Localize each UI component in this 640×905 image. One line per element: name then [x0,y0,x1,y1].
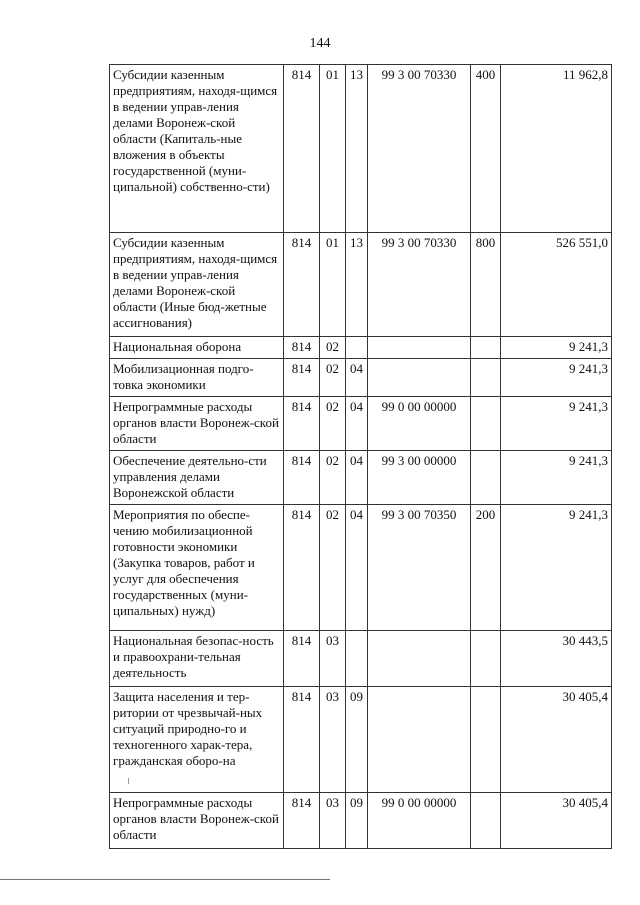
item-name-cell: Мероприятия по обеспе-чению мобилизационной готовности экономики (Закупка товаров, работ и услуг для обеспечения государственных (муни-ципальных) нужд) [110,505,284,631]
amount-cell: 9 241,3 [501,359,612,397]
target-article-cell: 99 3 00 00000 [368,451,471,505]
table-row [110,337,612,359]
table-row [110,687,612,793]
item-name-cell: Национальная безопас-ность и правоохрани-тельная деятельность [110,631,284,687]
subsection-code-cell: 13 [346,65,368,233]
grbs-code-cell: 814 [284,687,320,793]
subsection-code-cell: 09 [346,687,368,793]
grbs-code-cell: 814 [284,793,320,849]
table-row [110,505,612,631]
expense-type-cell [471,631,501,687]
amount-cell: 30 405,4 [501,793,612,849]
section-code-cell: 03 [320,687,346,793]
section-code-cell: 02 [320,505,346,631]
subsection-code-cell: 13 [346,233,368,337]
section-code-cell: 03 [320,793,346,849]
section-code-cell: 02 [320,451,346,505]
table-row [110,793,612,849]
item-name-cell: Мобилизационная подго-товка экономики [110,359,284,397]
page-number: 144 [309,36,331,51]
target-article-cell [368,687,471,793]
table-row [110,233,612,337]
subsection-code-cell: 04 [346,505,368,631]
footer-rule [0,879,330,880]
item-name-cell: Непрограммные расходы органов власти Воронеж-ской области [110,793,284,849]
subsection-code-cell: 04 [346,359,368,397]
section-code-cell: 01 [320,65,346,233]
target-article-cell [368,631,471,687]
amount-cell: 9 241,3 [501,505,612,631]
grbs-code-cell: 814 [284,359,320,397]
target-article-cell: 99 3 00 70330 [368,233,471,337]
amount-cell: 9 241,3 [501,451,612,505]
expense-type-cell: 800 [471,233,501,337]
item-name-cell: Субсидии казенным предприятиям, находя-щимся в ведении управ-ления делами Воронеж-ской области (Капиталь-ные вложения в объекты государственной (муни-ципальной) собственно-сти) [110,65,284,233]
subsection-code-cell: 09 [346,793,368,849]
expense-type-cell [471,397,501,451]
grbs-code-cell: 814 [284,451,320,505]
expense-type-cell [471,337,501,359]
amount-cell: 30 405,4 [501,687,612,793]
expense-type-cell [471,793,501,849]
table-row [110,631,612,687]
amount-cell: 526 551,0 [501,233,612,337]
stray-mark [128,778,129,784]
subsection-code-cell: 04 [346,397,368,451]
section-code-cell: 03 [320,631,346,687]
expense-type-cell [471,451,501,505]
item-name-cell: Национальная оборона [110,337,284,359]
grbs-code-cell: 814 [284,65,320,233]
item-name-cell: Субсидии казенным предприятиям, находя-щимся в ведении управ-ления делами Воронеж-ской области (Иные бюд-жетные ассигнования) [110,233,284,337]
expense-type-cell [471,359,501,397]
amount-cell: 9 241,3 [501,337,612,359]
item-name-cell: Непрограммные расходы органов власти Воронеж-ской области [110,397,284,451]
target-article-cell [368,337,471,359]
table-row [110,65,612,233]
expense-type-cell [471,687,501,793]
grbs-code-cell: 814 [284,233,320,337]
target-article-cell: 99 0 00 00000 [368,793,471,849]
expense-type-cell: 200 [471,505,501,631]
table-row [110,451,612,505]
section-code-cell: 02 [320,359,346,397]
table-row [110,359,612,397]
target-article-cell: 99 3 00 70330 [368,65,471,233]
subsection-code-cell [346,337,368,359]
subsection-code-cell [346,631,368,687]
target-article-cell: 99 3 00 70350 [368,505,471,631]
grbs-code-cell: 814 [284,337,320,359]
grbs-code-cell: 814 [284,631,320,687]
item-name-cell: Обеспечение деятельно-сти управления делами Воронежской области [110,451,284,505]
section-code-cell: 02 [320,397,346,451]
expense-type-cell: 400 [471,65,501,233]
grbs-code-cell: 814 [284,505,320,631]
table-row [110,397,612,451]
section-code-cell: 02 [320,337,346,359]
amount-cell: 30 443,5 [501,631,612,687]
target-article-cell: 99 0 00 00000 [368,397,471,451]
item-name-cell: Защита населения и тер-ритории от чрезвычай-ных ситуаций природно-го и техногенного харак-тера, гражданская оборо-на [110,687,284,793]
target-article-cell [368,359,471,397]
section-code-cell: 01 [320,233,346,337]
grbs-code-cell: 814 [284,397,320,451]
budget-table [109,64,612,849]
amount-cell: 11 962,8 [501,65,612,233]
amount-cell: 9 241,3 [501,397,612,451]
subsection-code-cell: 04 [346,451,368,505]
